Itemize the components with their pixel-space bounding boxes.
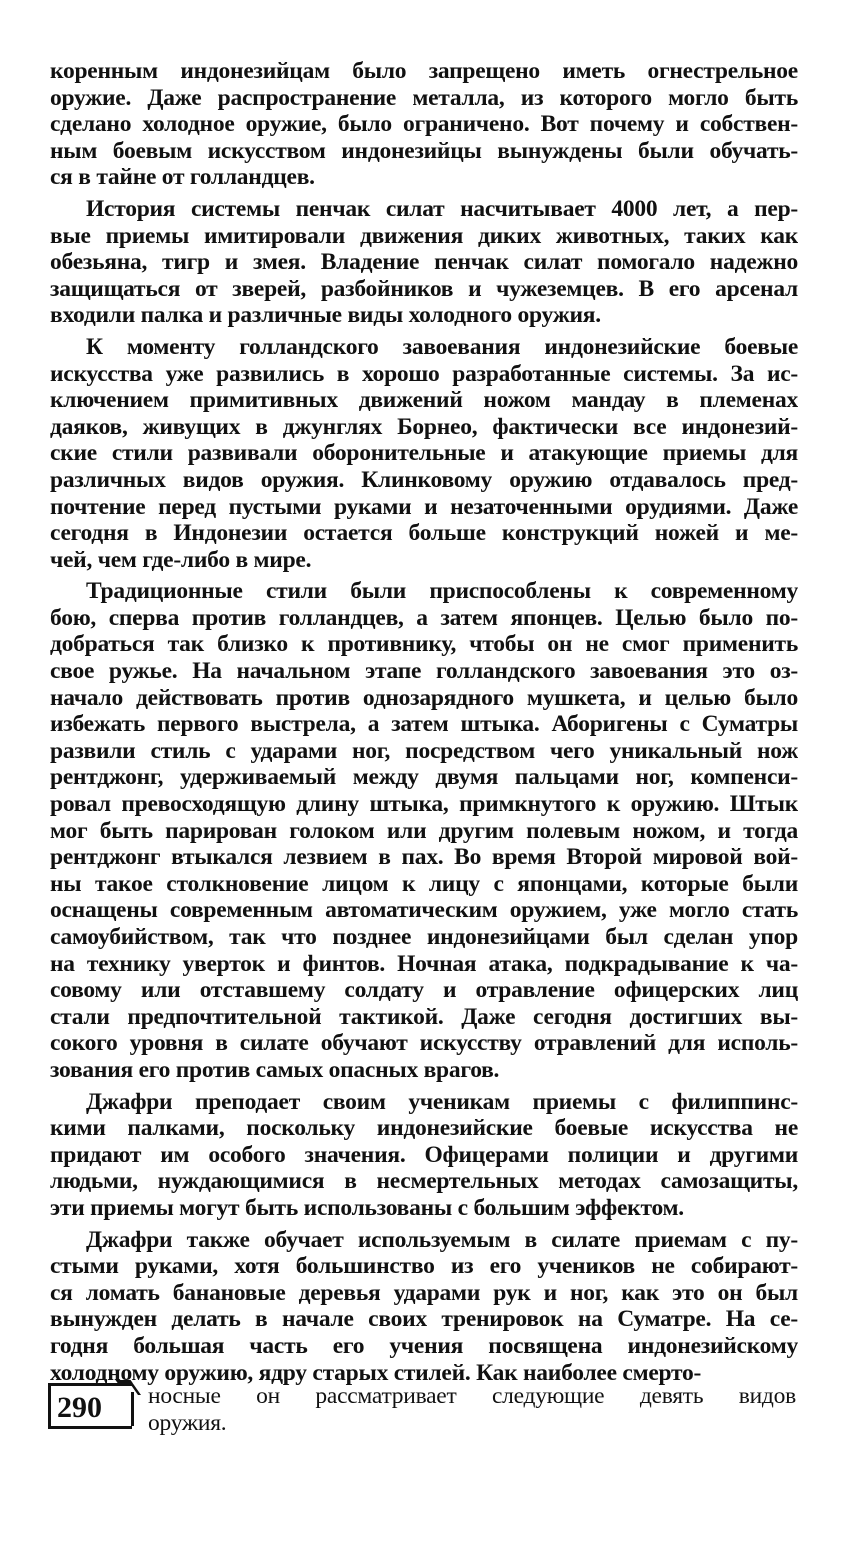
text-line: стыми руками, хотя большинство из его учеников не собирают- (50, 1253, 798, 1280)
paragraph (50, 196, 798, 329)
text-line: холодному оружию, ядру старых стилей. Как наиболее смерто- (50, 1359, 702, 1386)
text-line: развили стиль с ударами ног, посредством чего уникальный нож (50, 737, 798, 764)
text-line: людьми, нуждающимися в несмертельных методах самозащиты, (50, 1168, 798, 1195)
text-line: ключением примитивных движений ножом мандау в племенах (50, 387, 798, 414)
text-line: ны такое столкновение лицом к лицу с японцами, которые были (50, 870, 798, 897)
text-line: бою, сперва против голландцев, а затем японцев. Целью было по- (50, 604, 798, 631)
text-line: придают им особого значения. Офицерами полиции и другими (50, 1141, 798, 1168)
text-line: История системы пенчак силат насчитывает 4000 лет, а пер- (86, 195, 798, 222)
text-line: эти приемы могут быть использованы с большим эффектом. (50, 1194, 684, 1221)
text-line: мог быть парирован голоком или другим полевым ножом, и тогда (50, 817, 798, 844)
text-line: чей, чем где-либо в мире. (50, 546, 312, 573)
text-line: свое ружье. На начальном этапе голландского завоевания это оз- (50, 658, 798, 685)
text-line: ся ломать банановые деревья ударами рук и ног, как это он был (50, 1279, 798, 1306)
text-line: почтение перед пустыми руками и незаточенными орудиями. Даже (50, 493, 798, 520)
text-line: оружие. Даже распространение металла, из которого могло быть (50, 84, 798, 111)
text-line: Традиционные стили были приспособлены к современному (86, 578, 798, 605)
text-line: зования его против самых опасных врагов. (50, 1056, 500, 1083)
text-line: даяков, живущих в джунглях Борнео, фактически все индонезий- (50, 413, 798, 440)
text-line: ся в тайне от голландцев. (50, 164, 315, 191)
text-line: избежать первого выстрела, а затем штыка. Аборигены с Суматры (50, 711, 798, 738)
text-line: ным боевым искусством индонезийцы вынуждены были обучать- (50, 137, 798, 164)
page-number: 290 (57, 1391, 102, 1424)
text-line: совому или отставшему солдату и отравление офицерских лиц (50, 977, 798, 1004)
text-line: входили палка и различные виды холодного оружия. (50, 302, 601, 329)
text-line: ровал превосходящую длину штыка, примкнутого к оружию. Штык (50, 791, 798, 818)
text-line: кими палками, поскольку индонезийские боевые искусства не (50, 1115, 798, 1142)
text-line: коренным индонезийцам было запрещено иметь огнестрельное (50, 58, 798, 84)
text-line: вые приемы имитировали движения диких животных, таких как (50, 222, 798, 249)
text-line: начало действовать против однозарядного мушкета, и целью было (50, 684, 798, 711)
text-line: обезьяна, тигр и змея. Владение пенчак силат помогало надежно (50, 249, 798, 276)
text-line: ские стили развивали оборонительные и атакующие приемы для (50, 440, 798, 467)
text-line: сокого уровня в силате обучают искусству отравлений для исполь- (50, 1030, 798, 1057)
text-line: искусства уже развились в хорошо разработанные системы. За ис- (50, 360, 798, 387)
text-line: рентджонг втыкался лезвием в пах. Во время Второй мировой вой- (50, 844, 798, 871)
text-line: Джафри также обучает используемым в силате приемам с пу- (86, 1226, 798, 1253)
text-line: стали предпочтительной тактикой. Даже сегодня достигших вы- (50, 1003, 798, 1030)
text-line: оснащены современным автоматическим оружием, уже могло стать (50, 897, 798, 924)
text-line: добраться так близко к противнику, чтобы он не смог применить (50, 631, 798, 658)
paragraph (50, 1227, 798, 1387)
text-line: самоубийством, так что позднее индонезийцами был сделан упор (50, 924, 798, 950)
text-line: на технику уверток и финтов. Ночная атака, подкрадывание к ча- (50, 950, 798, 977)
paragraph (50, 58, 798, 191)
page-number-frame (48, 1383, 132, 1429)
text-line: сделано холодное оружие, было ограничено. Вот почему и собствен- (50, 111, 798, 138)
text-line: рентджонг, удерживаемый между двумя пальцами ног, компенси- (50, 764, 798, 791)
footer-text-line: носные он рассматривает следующие девять видов (148, 1383, 796, 1409)
footer-text (148, 1383, 796, 1436)
text-line: сегодня в Индонезии остается больше конструкций ножей и ме- (50, 520, 798, 547)
body-text (50, 58, 798, 1386)
text-line: различных видов оружия. Клинковому оружию отдавалось пред- (50, 466, 798, 493)
paragraph (50, 578, 798, 1083)
footer-text-line: оружия. (148, 1409, 227, 1436)
text-line: вынужден делать в начале своих тренировок на Суматре. На се- (50, 1306, 798, 1333)
text-line: защищаться от зверей, разбойников и чужеземцев. В его арсенал (50, 275, 798, 302)
text-line: Джафри преподает своим ученикам приемы с филиппинс- (86, 1088, 798, 1115)
text-line: годня большая часть его учения посвящена индонезийскому (50, 1332, 798, 1359)
page-footer (48, 1383, 808, 1443)
paragraph (50, 1089, 798, 1222)
text-line: К моменту голландского завоевания индонезийские боевые (86, 333, 798, 360)
paragraph (50, 334, 798, 573)
